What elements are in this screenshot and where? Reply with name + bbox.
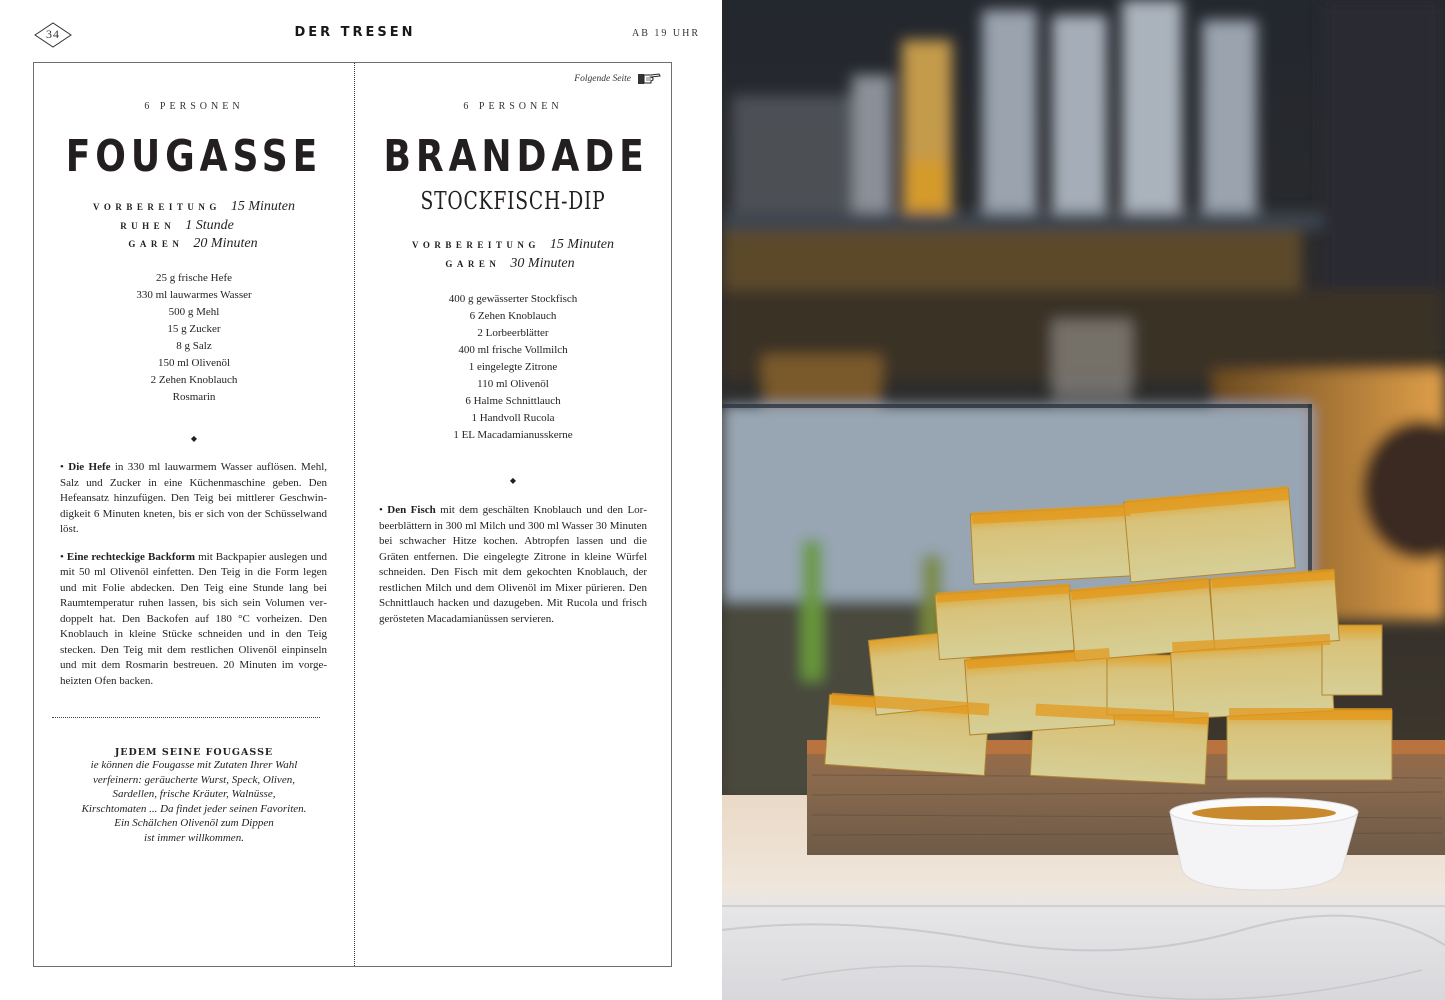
next-page-indicator[interactable] xyxy=(574,72,661,86)
ingredient-item: 110 ml Olivenöl xyxy=(477,378,549,390)
tip-line: Sardellen, frische Kräuter, Walnüsse, xyxy=(112,788,276,800)
timing-row xyxy=(34,218,354,237)
timing-value: 20 Minuten xyxy=(193,236,258,251)
timing-label: RUHEN xyxy=(120,220,176,231)
tip-line: Kirschtomaten ... Da findet jeder seinen Favoriten. xyxy=(81,802,307,815)
ingredient-item: 400 g gewässerter Stockfisch xyxy=(448,293,578,305)
tip-box xyxy=(60,747,328,845)
method-step: • Den Fisch mit dem geschälten Knoblauch und den Lorbeerblättern in 300 ml Milch und 300 ml Wasser 30 Minuten bei schwacher Hitze kochen. Abtropfen lassen und die Gräten entfernen. Die eingelegte Zitrone in kleine Würfel schneiden. Den Fisch mit dem gekochten Knoblauch, der restlichen Milch und dem Olivenöl im Mixer pürieren. Den Schnittlauch hacken und dazugeben. Mit Rucola und frisch gerösteten Macadamianüssen servieren. xyxy=(379,504,648,625)
timing-row xyxy=(34,236,354,255)
tip-title: JEDEM SEINE FOUGASSE xyxy=(114,747,274,758)
step-lead: Den Fisch xyxy=(387,504,436,516)
method-step: • Die Hefe in 330 ml lauwarmem Wasser auflösen. Mehl, Salz und Zucker in eine Küchenmaschine geben. Den Hefeansatz hinzufügen. Den Teig bei mittlerer Geschwindigkeit 6 Minuten kneten, bis er sich von der Schüsselwand löst. xyxy=(60,461,328,535)
ingredient-item: 6 Zehen Knoblauch xyxy=(469,310,557,322)
ingredient-item: 2 Zehen Knoblauch xyxy=(150,374,238,386)
ingredient-item: 2 Lorbeerblätter xyxy=(477,327,549,339)
ingredients-list xyxy=(355,291,671,444)
timing-value: 15 Minuten xyxy=(549,237,614,252)
next-page-label: Folgende Seite xyxy=(574,74,631,84)
step-text: mit dem geschälten Knoblauch und den Lorbeerblättern in 300 ml Milch und 300 ml Wasser 30 Minuten bei schwacher Hitze kochen. Abtropfen lassen und die Gräten entfernen. Die eingelegte Zitrone in kleine Würfel schneiden. Den Fisch mit dem gekochten Knoblauch, der restlichen Milch und dem Olivenöl im Mixer pürieren. Den Schnittlauch hacken und dazugeben. Mit Rucola und frisch gerösteten Macadamianüssen servieren. xyxy=(379,504,648,625)
servings-label: 6 PERSONEN xyxy=(144,101,244,112)
ingredient-item: 8 g Salz xyxy=(176,340,212,352)
tip-line: ist immer willkommen. xyxy=(144,831,244,844)
method-steps xyxy=(379,503,647,639)
tip-line: ie können die Fougasse mit Zutaten Ihrer Wahl xyxy=(90,759,298,771)
food-photo xyxy=(722,0,1445,1000)
column-divider xyxy=(354,63,355,966)
chapter-time-label: AB 19 UHR xyxy=(631,28,700,39)
step-lead: Eine rechteckige Backform xyxy=(66,550,196,563)
oil-dip-bowl xyxy=(1170,798,1358,890)
ingredients-list xyxy=(34,270,354,406)
ingredient-item: 1 EL Macadamianusskerne xyxy=(453,429,573,441)
ingredient-item: 330 ml lauwarmes Wasser xyxy=(136,289,252,301)
timings-list xyxy=(34,199,354,255)
timing-label: GAREN xyxy=(128,239,184,249)
recipe-page xyxy=(0,0,722,1000)
ingredient-item: 400 ml frische Vollmilch xyxy=(458,344,568,356)
timing-row xyxy=(34,199,354,218)
timing-label: VORBEREITUNG xyxy=(93,202,221,212)
pointing-hand-icon xyxy=(637,72,661,86)
timing-row xyxy=(355,237,671,256)
recipe-title: BRANDADE xyxy=(383,131,649,182)
page-number: 34 xyxy=(46,27,60,41)
method-steps xyxy=(60,460,327,701)
diamond-ornament-icon: ◆ xyxy=(190,434,198,443)
dotted-divider xyxy=(52,717,320,718)
step-text: in 330 ml lauwarmem Wasser auflösen. Mehl, Salz und Zucker in eine Küchenmaschine geben. Den Hefeansatz hinzufügen. Den Teig bei mittlerer Geschwindigkeit 6 Minuten kneten, bis er sich von der Schüsselwand löst. xyxy=(60,461,328,535)
ingredient-item: 150 ml Olivenöl xyxy=(157,357,231,369)
timing-row xyxy=(355,256,671,275)
timing-value: 15 Minuten xyxy=(230,199,295,214)
ingredient-item: 15 g Zucker xyxy=(167,323,221,335)
step-text: mit Backpapier auslegen und mit 50 ml Olivenöl einfetten. Den Teig in die Form legen und mit Folie abdecken. Den Teig eine Stunde lang bei Raumtemperatur ruhen lassen, bis sich sein Volumen verdoppelt hat. Den Backofen auf 180 °C vorheizen. Den Knoblauch in kleine Stücke schneiden und in den Teig stecken. Den Teig mit dem restlichen Olivenöl einpinseln und mit dem Rosmarin bestreuen. 20 Minuten im vorgeheizten Ofen backen. xyxy=(60,550,327,687)
recipe-subtitle: STOCKFISCH-DIP xyxy=(420,187,606,215)
ingredient-item: 25 g frische Hefe xyxy=(155,272,233,284)
method-step: • Eine rechteckige Backform mit Backpapier auslegen und mit 50 ml Olivenöl einfetten. Den Teig in die Form legen und mit Folie abdecken. Den Teig eine Stunde lang bei Raumtemperatur ruhen lassen, bis sich sein Volumen verdoppelt hat. Den Backofen auf 180 °C vorheizen. Den Knoblauch in kleine Stücke schneiden und in den Teig stecken. Den Teig mit dem restlichen Olivenöl einpinseln und mit dem Rosmarin bestreuen. 20 Minuten im vorgeheizten Ofen backen. xyxy=(60,550,327,687)
diamond-ornament-icon: ◆ xyxy=(509,476,517,485)
tip-line: verfeinern: geräucherte Wurst, Speck, Oliven, xyxy=(93,773,295,786)
timing-label: GAREN xyxy=(445,258,501,269)
timing-label: VORBEREITUNG xyxy=(412,240,540,250)
recipe-frame xyxy=(33,62,672,967)
tip-line: Ein Schälchen Olivenöl zum Dippen xyxy=(114,817,274,829)
step-lead: Die Hefe xyxy=(68,461,111,473)
ingredient-item: Rosmarin xyxy=(172,391,216,403)
ingredient-item: 6 Halme Schnittlauch xyxy=(465,395,561,407)
timings-list xyxy=(355,237,671,274)
fougasse-photo-illustration xyxy=(722,0,1445,1000)
chapter-title: DER TRESEN xyxy=(294,25,416,40)
tip-body xyxy=(60,758,328,845)
ingredient-item: 500 g Mehl xyxy=(168,306,220,318)
servings-label: 6 PERSONEN xyxy=(463,101,563,112)
timing-value: 1 Stunde xyxy=(185,217,234,233)
ingredient-item: 1 eingelegte Zitrone xyxy=(468,361,558,373)
ingredient-item: 1 Handvoll Rucola xyxy=(471,412,555,424)
recipe-title: FOUGASSE xyxy=(65,131,323,182)
timing-value: 30 Minuten xyxy=(510,255,575,271)
page-number-badge xyxy=(33,22,73,48)
